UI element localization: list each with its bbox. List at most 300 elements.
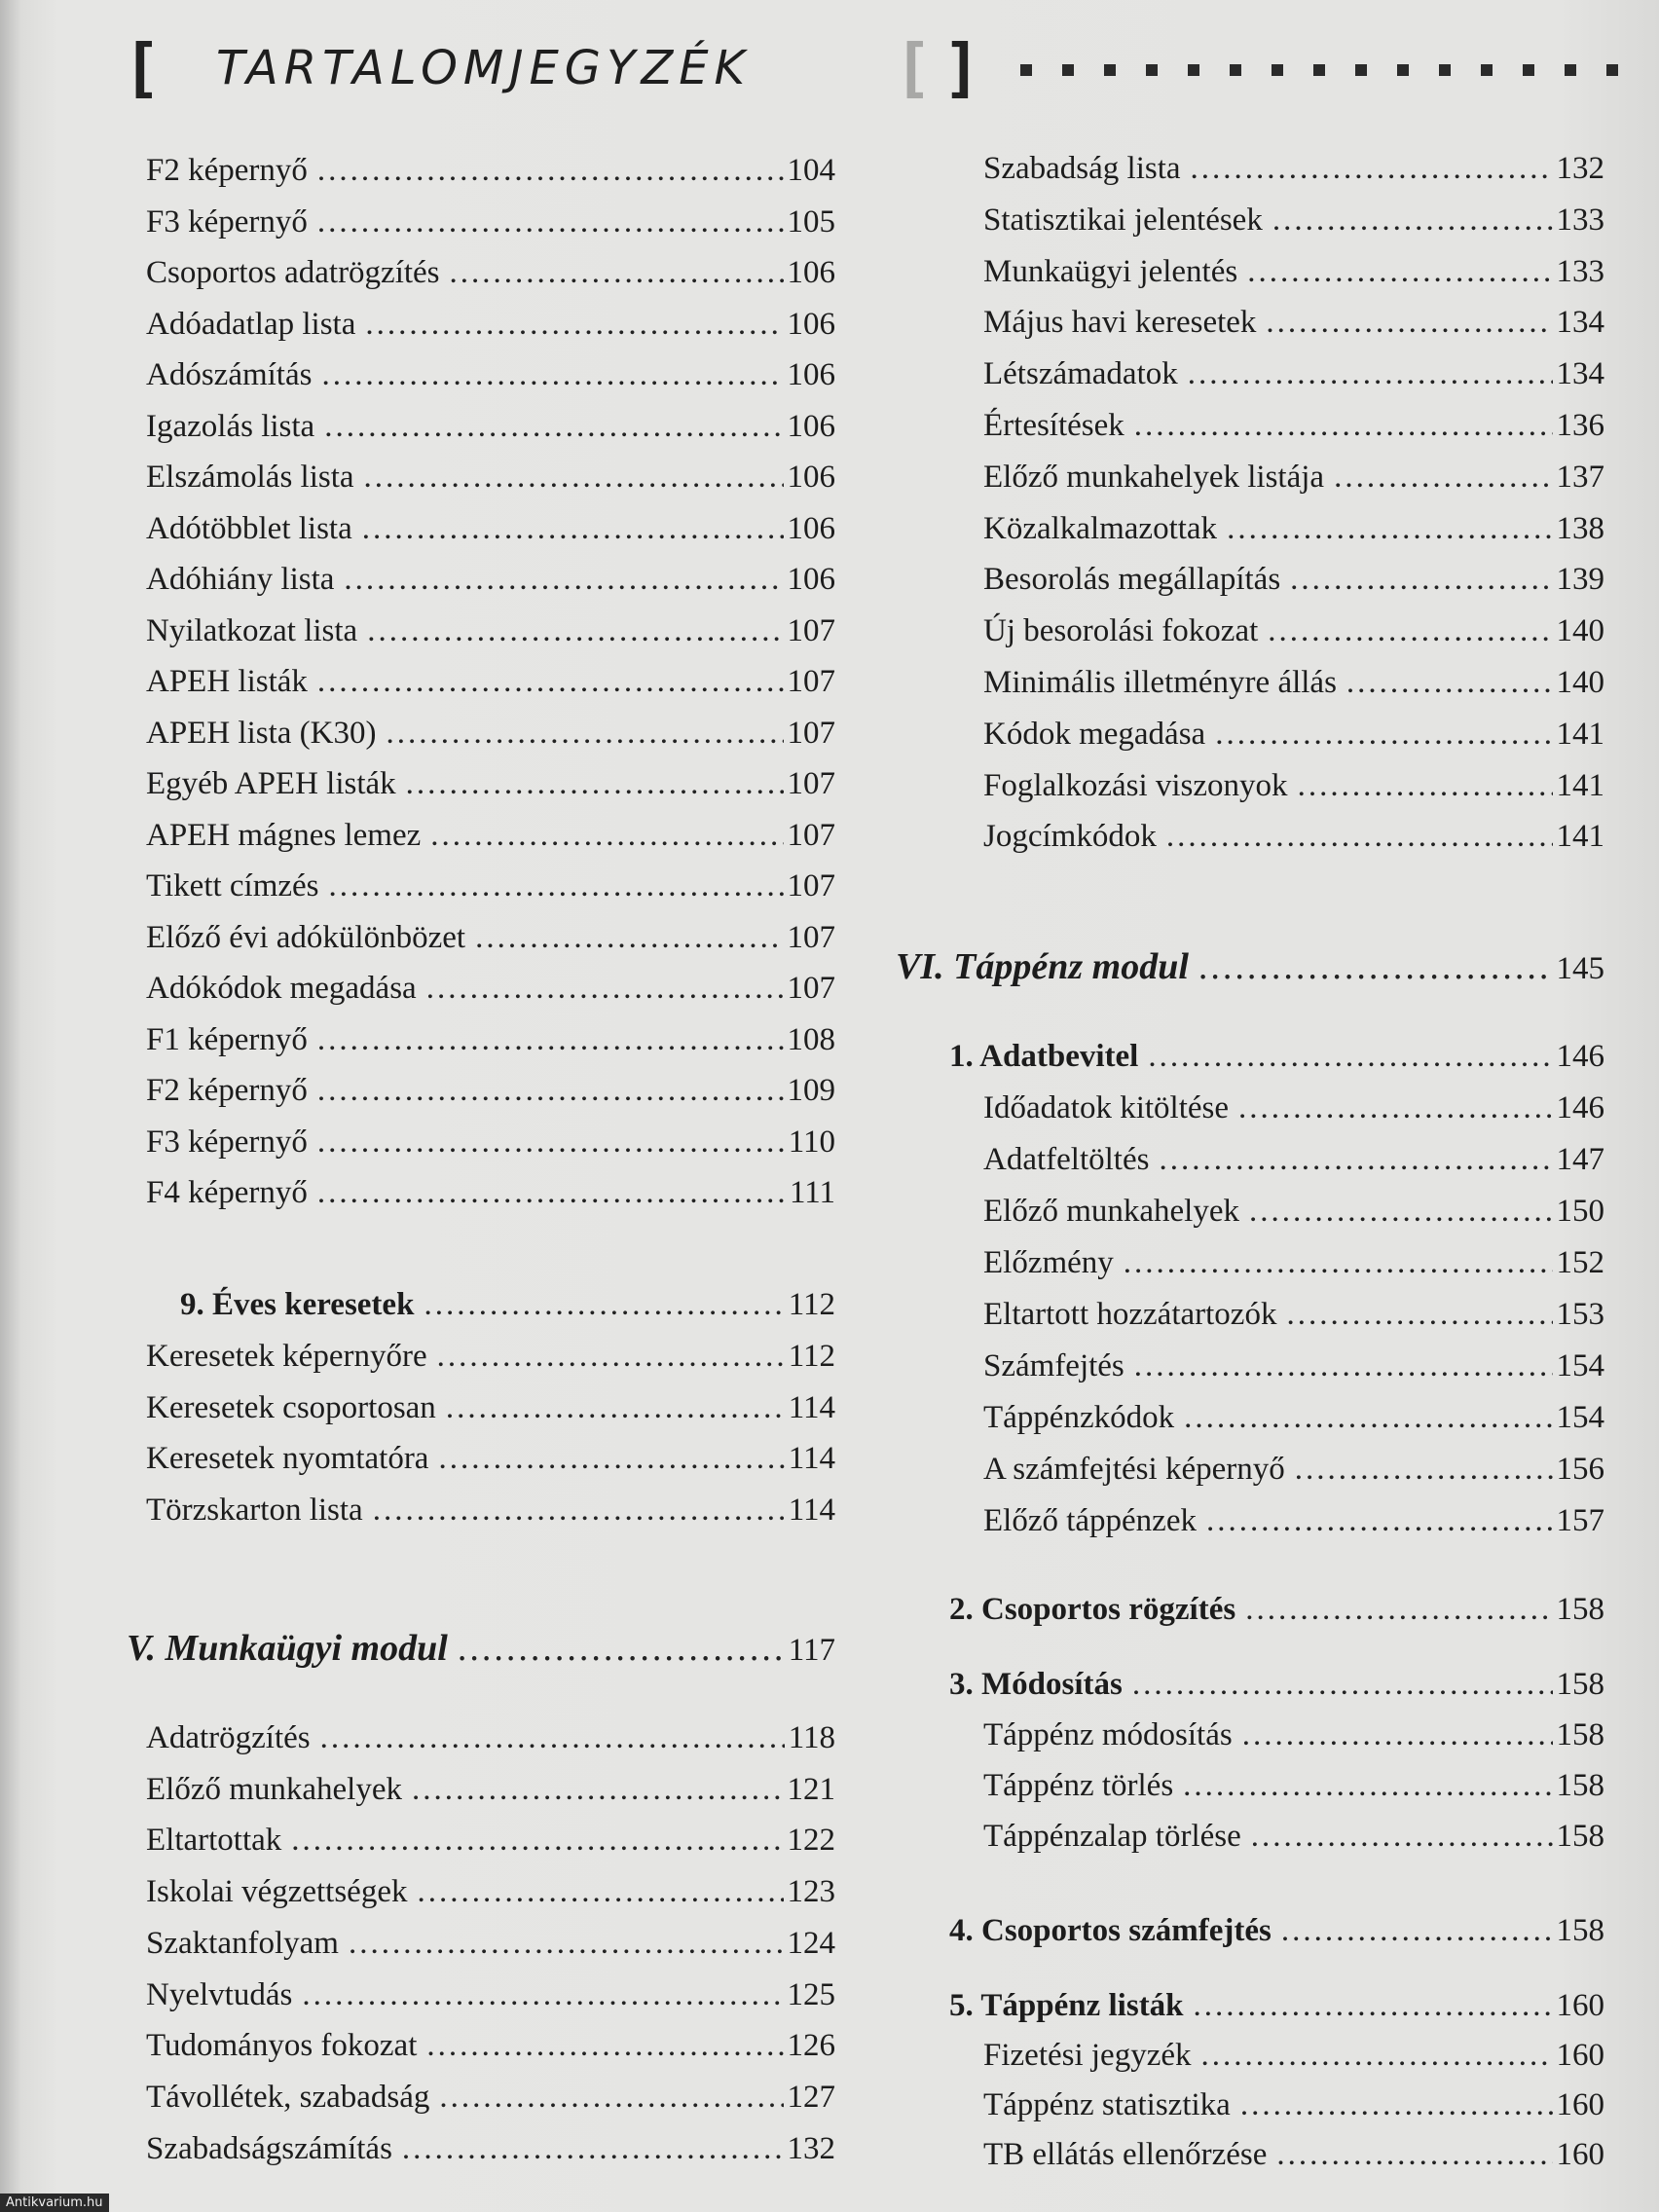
toc-entry-title: 4. Csoportos számfejtés: [949, 1913, 1272, 1948]
toc-entry: [146, 1332, 835, 1381]
toc-entry: [983, 196, 1604, 244]
toc-entry-title: Keresetek képernyőre: [146, 1339, 427, 1374]
toc-leader-dots: [1298, 761, 1553, 810]
toc-page-number: 141: [1556, 767, 1604, 803]
toc-leader-dots: [1132, 1660, 1553, 1709]
toc-entry-title: Adókódok megadása: [146, 971, 417, 1006]
toc-entry: [146, 1434, 835, 1483]
toc-page-number: 140: [1556, 613, 1604, 649]
toc-entry-title: Előzmény: [983, 1245, 1114, 1280]
toc-leader-dots: [1201, 2031, 1553, 2080]
watermark: Antikvarium.hu: [0, 2194, 109, 2212]
toc-leader-dots: [364, 453, 784, 501]
toc-entry: [146, 1066, 835, 1115]
toc-entry: [983, 1187, 1604, 1235]
toc-leader-dots: [1191, 144, 1553, 193]
toc-leader-dots: [1134, 1342, 1553, 1390]
toc-page-number: 145: [1556, 951, 1604, 986]
toc-page-number: 147: [1556, 1142, 1604, 1177]
toc-page-number: 107: [787, 817, 835, 853]
toc-leader-dots: [426, 964, 784, 1013]
toc-entry: [146, 1714, 835, 1762]
toc-module-heading: [127, 1624, 835, 1673]
toc-entry: [146, 811, 835, 860]
toc-leader-dots: [349, 1919, 784, 1968]
toc-entry-title: Jogcímkódok: [983, 819, 1157, 855]
toc-leader-dots: [1286, 1290, 1552, 1339]
toc-leader-dots: [329, 862, 784, 910]
toc-entry-title: Tikett címzés: [146, 868, 319, 903]
toc-page-number: 127: [787, 2079, 835, 2115]
toc-leader-dots: [430, 811, 783, 860]
toc-page-number: 160: [1556, 2087, 1604, 2122]
toc-entry: [146, 402, 835, 451]
toc-entry-title: Adóadatlap lista: [146, 306, 356, 342]
toc-entry: [983, 298, 1604, 347]
toc-entry-title: APEH listák: [146, 664, 308, 699]
toc-entry-title: Adatfeltöltés: [983, 1142, 1150, 1177]
toc-entry: [146, 913, 835, 962]
header-dot: [1230, 64, 1241, 76]
toc-entry: [983, 1812, 1604, 1861]
toc-page-number: 136: [1556, 408, 1604, 443]
toc-leader-dots: [439, 2073, 783, 2121]
toc-entry: [146, 504, 835, 553]
toc-entry-title: Szaktanfolyam: [146, 1925, 339, 1961]
toc-entry-title: Foglalkozási viszonyok: [983, 767, 1288, 803]
toc-leader-dots: [426, 2021, 783, 2070]
toc-page-number: 106: [787, 562, 835, 597]
toc-page-number: 141: [1556, 819, 1604, 855]
toc-leader-dots: [1346, 658, 1553, 707]
toc-leader-dots: [1238, 1084, 1552, 1132]
toc-section-heading: [949, 1585, 1604, 1634]
toc-module-heading: [896, 942, 1604, 991]
toc-leader-dots: [1247, 247, 1552, 296]
toc-page-number: 110: [788, 1124, 835, 1160]
toc-entry-title: Május havi keresetek: [983, 305, 1257, 341]
toc-leader-dots: [1206, 1496, 1553, 1545]
toc-entry: [983, 1342, 1604, 1390]
header-dot: [1188, 64, 1199, 76]
toc-page-number: 160: [1556, 2137, 1604, 2172]
toc-entry: [983, 1135, 1604, 1184]
toc-page-number: 154: [1556, 1348, 1604, 1383]
toc-leader-dots: [424, 1280, 784, 1329]
toc-entry: [146, 1971, 835, 2019]
toc-entry-title: VI. Táppénz modul: [896, 946, 1189, 987]
header-dot: [1397, 64, 1409, 76]
toc-leader-dots: [1290, 555, 1552, 604]
toc-section-heading: [949, 1660, 1604, 1709]
header-bracket-close: ]: [942, 30, 981, 105]
toc-leader-dots: [1240, 2081, 1553, 2129]
toc-entry: [983, 1393, 1604, 1442]
toc-entry-title: Értesítések: [983, 408, 1124, 443]
toc-entry-title: Igazolás lista: [146, 408, 315, 444]
toc-entry-title: Adatrögzítés: [146, 1720, 311, 1755]
toc-entry: [146, 1867, 835, 1916]
toc-leader-dots: [438, 1434, 784, 1483]
toc-leader-dots: [1194, 1981, 1553, 2030]
toc-entry: [146, 759, 835, 808]
toc-page-number: 121: [787, 1771, 835, 1807]
toc-entry: [983, 1290, 1604, 1339]
toc-entry-title: Adóhiány lista: [146, 562, 335, 597]
toc-entry: [146, 198, 835, 246]
toc-leader-dots: [406, 759, 784, 808]
toc-entry-title: F4 képernyő: [146, 1175, 308, 1210]
toc-page-number: 107: [787, 919, 835, 955]
header-dot: [1104, 64, 1116, 76]
toc-page-number: 140: [1556, 665, 1604, 700]
toc-page-number: 114: [788, 1492, 835, 1528]
toc-entry-title: Adótöbblet lista: [146, 510, 352, 546]
toc-leader-dots: [1242, 1711, 1553, 1759]
toc-page-number: 156: [1556, 1452, 1604, 1487]
toc-page-number: 133: [1556, 202, 1604, 238]
toc-leader-dots: [446, 1383, 785, 1432]
toc-leader-dots: [1134, 401, 1553, 450]
toc-entry-title: Nyilatkozat lista: [146, 612, 358, 648]
toc-entry-title: Előző munkahelyek: [983, 1194, 1240, 1229]
toc-page-number: 158: [1556, 1667, 1604, 1702]
toc-entry: [146, 1118, 835, 1166]
toc-leader-dots: [362, 504, 784, 553]
toc-entry-title: Egyéb APEH listák: [146, 766, 396, 801]
toc-page-number: 114: [788, 1389, 835, 1425]
toc-page-number: 105: [787, 203, 835, 240]
toc-leader-dots: [1198, 942, 1553, 991]
toc-entry: [146, 1015, 835, 1064]
toc-entry: [146, 862, 835, 910]
toc-entry-title: A számfejtési képernyő: [983, 1452, 1285, 1487]
toc-section-heading: [949, 1906, 1604, 1955]
toc-entry-title: Táppénzkódok: [983, 1400, 1175, 1435]
toc-section-heading: [180, 1280, 835, 1329]
toc-entry-title: Létszámadatok: [983, 356, 1178, 392]
toc-leader-dots: [1272, 196, 1553, 244]
toc-leader-dots: [475, 913, 783, 962]
toc-leader-dots: [1249, 1187, 1552, 1235]
toc-entry-title: Csoportos adatrögzítés: [146, 255, 440, 290]
toc-entry-title: Táppénz módosítás: [983, 1717, 1233, 1752]
toc-leader-dots: [1159, 1135, 1552, 1184]
header-dot: [1062, 64, 1074, 76]
toc-leader-dots: [1166, 812, 1553, 861]
toc-leader-dots: [1268, 607, 1552, 655]
toc-leader-dots: [1251, 1812, 1553, 1861]
toc-entry: [983, 658, 1604, 707]
toc-entry-title: F2 képernyő: [146, 153, 308, 188]
toc-entry: [983, 350, 1604, 398]
toc-leader-dots: [1188, 350, 1553, 398]
toc-entry: [983, 1084, 1604, 1132]
header-dot: [1313, 64, 1325, 76]
toc-entry: [983, 401, 1604, 450]
toc-page-number: 106: [787, 255, 835, 290]
toc-page-number: 150: [1556, 1194, 1604, 1229]
toc-page-number: 112: [788, 1287, 835, 1322]
toc-entry-title: Időadatok kitöltése: [983, 1090, 1230, 1125]
toc-entry: [146, 1765, 835, 1814]
toc-leader-dots: [1183, 1761, 1552, 1810]
toc-leader-dots: [412, 1765, 783, 1814]
toc-entry: [983, 607, 1604, 655]
toc-entry-title: APEH lista (K30): [146, 715, 377, 751]
toc-entry: [983, 710, 1604, 758]
toc-leader-dots: [402, 2124, 784, 2173]
toc-leader-dots: [1295, 1445, 1553, 1493]
toc-entry-title: Távollétek, szabadság: [146, 2079, 430, 2115]
toc-leader-dots: [1215, 710, 1552, 758]
toc-leader-dots: [317, 1118, 785, 1166]
toc-entry: [146, 2124, 835, 2173]
toc-entry-title: Szabadságszámítás: [146, 2130, 392, 2166]
toc-leader-dots: [344, 555, 783, 604]
toc-page-number: 157: [1556, 1503, 1604, 1538]
toc-entry-title: Adószámítás: [146, 357, 313, 392]
toc-leader-dots: [1281, 1906, 1553, 1955]
toc-entry-title: Tudományos fokozat: [146, 2028, 418, 2064]
toc-entry: [146, 1383, 835, 1432]
toc-page-number: 158: [1556, 1768, 1604, 1803]
toc-leader-dots: [1276, 2130, 1552, 2179]
toc-entry-title: F1 képernyő: [146, 1021, 308, 1057]
toc-page-number: 111: [789, 1175, 835, 1210]
toc-entry-title: 3. Módosítás: [949, 1667, 1123, 1702]
toc-page-number: 132: [1556, 151, 1604, 186]
toc-page-number: 124: [787, 1925, 835, 1961]
toc-entry: [983, 1711, 1604, 1759]
toc-leader-dots: [321, 350, 783, 399]
toc-page-number: 107: [787, 612, 835, 648]
toc-page-number: 122: [787, 1823, 835, 1859]
toc-leader-dots: [1245, 1585, 1552, 1634]
toc-page-number: 138: [1556, 510, 1604, 546]
toc-leader-dots: [317, 657, 784, 706]
toc-page-number: 106: [787, 510, 835, 546]
toc-leader-dots: [317, 146, 784, 195]
header-dot: [1565, 64, 1576, 76]
toc-entry-title: Elszámolás lista: [146, 460, 354, 495]
toc-entry-title: F3 képernyő: [146, 1124, 308, 1160]
toc-leader-dots: [1334, 453, 1552, 501]
toc-page-number: 125: [787, 1976, 835, 2012]
toc-entry: [146, 1919, 835, 1968]
toc-page-number: 146: [1556, 1039, 1604, 1074]
toc-entry: [146, 248, 835, 297]
header-dot: [1146, 64, 1158, 76]
toc-entry-title: TB ellátás ellenőrzése: [983, 2137, 1268, 2172]
page-header: [0, 29, 1659, 107]
toc-entry-title: Iskolai végzettségek: [146, 1874, 408, 1910]
toc-entry-title: 5. Táppénz listák: [949, 1988, 1184, 2023]
toc-section-heading: [949, 1981, 1604, 2030]
toc-entry-title: F3 képernyő: [146, 203, 308, 240]
toc-page-number: 134: [1556, 305, 1604, 341]
toc-entry-title: Előző munkahelyek listája: [983, 459, 1325, 495]
toc-entry-title: Minimális illetményre állás: [983, 665, 1337, 700]
toc-leader-dots: [317, 1015, 784, 1064]
toc-leader-dots: [373, 1486, 785, 1534]
toc-entry: [146, 964, 835, 1013]
toc-page-number: 107: [787, 868, 835, 903]
toc-entry: [146, 555, 835, 604]
toc-page-number: 158: [1556, 1913, 1604, 1948]
header-dot: [1523, 64, 1534, 76]
toc-leader-dots: [317, 1066, 784, 1115]
toc-page-number: 118: [788, 1720, 835, 1755]
page-title: TARTALOMJEGYZÉK: [216, 41, 751, 95]
toc-entry-title: Szabadság lista: [983, 151, 1181, 186]
toc-entry: [146, 1168, 835, 1217]
toc-page-number: 132: [787, 2130, 835, 2166]
toc-entry-title: Keresetek csoportosan: [146, 1389, 436, 1425]
toc-page-number: 133: [1556, 253, 1604, 289]
header-dot: [1355, 64, 1367, 76]
toc-entry: [983, 453, 1604, 501]
toc-page-number: 153: [1556, 1297, 1604, 1332]
toc-leader-dots: [437, 1332, 785, 1381]
toc-leader-dots: [1266, 298, 1552, 347]
toc-entry-title: Besorolás megállapítás: [983, 562, 1281, 598]
header-dot: [1272, 64, 1283, 76]
toc-entry: [146, 1816, 835, 1864]
toc-entry: [146, 146, 835, 195]
header-dot: [1481, 64, 1493, 76]
toc-entry-title: V. Munkaügyi modul: [127, 1628, 448, 1669]
toc-page-number: 139: [1556, 562, 1604, 598]
toc-leader-dots: [317, 1168, 786, 1217]
toc-page-number: 152: [1556, 1245, 1604, 1280]
toc-page-number: 107: [787, 715, 835, 751]
toc-page-number: 160: [1556, 2038, 1604, 2073]
toc-entry-title: APEH mágnes lemez: [146, 817, 422, 853]
toc-leader-dots: [367, 607, 783, 655]
toc-entry: [983, 504, 1604, 553]
toc-leader-dots: [450, 248, 784, 297]
toc-entry: [146, 453, 835, 501]
toc-entry-title: Fizetési jegyzék: [983, 2038, 1192, 2073]
toc-entry: [983, 812, 1604, 861]
toc-leader-dots: [417, 1867, 783, 1916]
toc-entry: [983, 2130, 1604, 2179]
toc-leader-dots: [386, 709, 783, 757]
toc-page-number: 137: [1556, 459, 1604, 495]
toc-page-number: 106: [787, 357, 835, 392]
toc-entry-title: Keresetek nyomtatóra: [146, 1441, 429, 1476]
toc-page-number: 141: [1556, 716, 1604, 752]
toc-page-number: 107: [787, 971, 835, 1006]
toc-page-number: 107: [787, 766, 835, 801]
header-dot: [1020, 64, 1032, 76]
header-dot: [1606, 64, 1618, 76]
toc-page-number: 106: [787, 460, 835, 495]
toc-entry-title: Számfejtés: [983, 1348, 1124, 1383]
toc-page-number: 104: [787, 153, 835, 188]
toc-entry-title: Közalkalmazottak: [983, 510, 1218, 546]
toc-entry-title: Új besorolási fokozat: [983, 613, 1259, 649]
toc-entry: [983, 144, 1604, 193]
toc-entry: [146, 607, 835, 655]
toc-leader-dots: [1148, 1032, 1552, 1081]
toc-page-number: 123: [787, 1874, 835, 1910]
toc-entry: [146, 300, 835, 349]
toc-entry-title: Statisztikai jelentések: [983, 202, 1263, 238]
toc-entry: [146, 657, 835, 706]
toc-page-number: 112: [788, 1339, 835, 1374]
toc-page-number: 158: [1556, 1819, 1604, 1854]
toc-page-number: 108: [787, 1021, 835, 1057]
toc-page-number: 126: [787, 2028, 835, 2064]
toc-entry-title: F2 képernyő: [146, 1073, 308, 1108]
toc-page-number: 146: [1556, 1090, 1604, 1125]
toc-leader-dots: [1124, 1238, 1553, 1287]
toc-entry-title: Előző munkahelyek: [146, 1771, 403, 1807]
header-ghost-bracket: [: [894, 30, 933, 105]
toc-entry: [983, 1238, 1604, 1287]
toc-entry: [146, 2021, 835, 2070]
toc-entry-title: Eltartottak: [146, 1823, 282, 1859]
toc-entry-title: Kódok megadása: [983, 716, 1206, 752]
toc-page-number: 114: [788, 1441, 835, 1476]
toc-entry: [146, 709, 835, 757]
toc-page-number: 154: [1556, 1400, 1604, 1435]
toc-entry-title: Munkaügyi jelentés: [983, 253, 1238, 289]
toc-entry: [983, 2081, 1604, 2129]
toc-page-number: 160: [1556, 1988, 1604, 2023]
toc-entry-title: Előző évi adókülönbözet: [146, 919, 466, 955]
toc-page-number: 134: [1556, 356, 1604, 392]
toc-entry: [983, 555, 1604, 604]
toc-entry: [146, 2073, 835, 2121]
header-dot: [1439, 64, 1451, 76]
toc-entry-title: Táppénz törlés: [983, 1768, 1174, 1803]
toc-entry: [983, 1496, 1604, 1545]
toc-entry-title: 1. Adatbevitel: [949, 1039, 1139, 1074]
toc-entry: [146, 350, 835, 399]
toc-leader-dots: [458, 1624, 785, 1673]
toc-page-number: 107: [787, 664, 835, 699]
toc-leader-dots: [365, 300, 783, 349]
toc-page-number: 109: [787, 1073, 835, 1108]
toc-entry-title: Táppénz statisztika: [983, 2087, 1231, 2122]
toc-leader-dots: [324, 402, 783, 451]
toc-page-number: 158: [1556, 1717, 1604, 1752]
toc-entry: [983, 247, 1604, 296]
toc-entry-title: Nyelvtudás: [146, 1976, 293, 2012]
toc-entry: [983, 761, 1604, 810]
toc-entry: [983, 1761, 1604, 1810]
toc-entry-title: 2. Csoportos rögzítés: [949, 1592, 1236, 1627]
toc-entry-title: Előző táppénzek: [983, 1503, 1197, 1538]
toc-leader-dots: [320, 1714, 785, 1762]
toc-leader-dots: [302, 1971, 783, 2019]
toc-page-number: 106: [787, 306, 835, 342]
toc-entry-title: Táppénzalap törlése: [983, 1819, 1241, 1854]
toc-entry: [146, 1486, 835, 1534]
toc-leader-dots: [1184, 1393, 1552, 1442]
toc-entry: [983, 1445, 1604, 1493]
header-bracket-open: [: [123, 30, 162, 105]
toc-page-number: 158: [1556, 1592, 1604, 1627]
toc-leader-dots: [291, 1816, 783, 1864]
toc-leader-dots: [1227, 504, 1552, 553]
toc-entry-title: 9. Éves keresetek: [180, 1287, 415, 1322]
toc-entry: [983, 2031, 1604, 2080]
toc-leader-dots: [317, 198, 784, 246]
